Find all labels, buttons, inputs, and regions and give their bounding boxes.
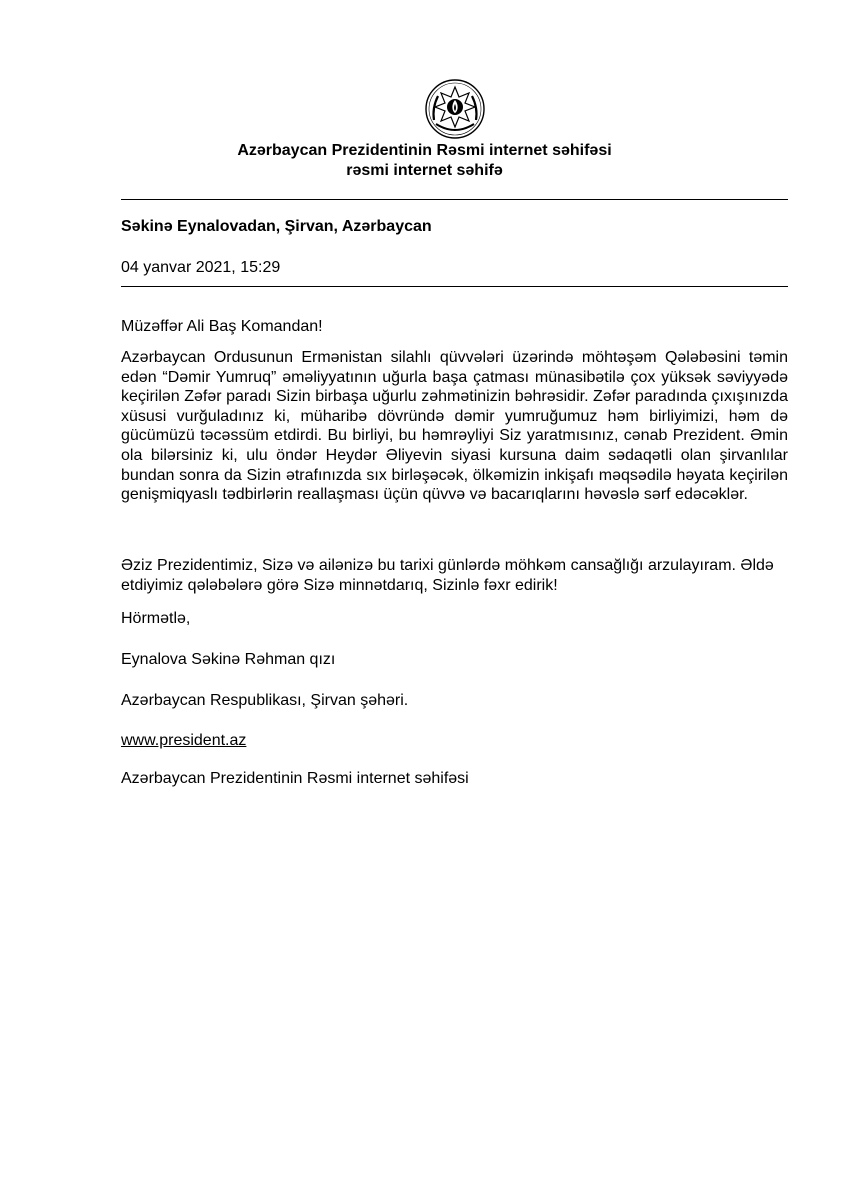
letter-address: Azərbaycan Respublikası, Şirvan şəhəri. bbox=[121, 692, 409, 709]
page-title: Azərbaycan Prezidentinin Rəsmi internet səhifəsi bbox=[237, 142, 612, 159]
letter-sender: Səkinə Eynalovadan, Şirvan, Azərbaycan bbox=[121, 218, 432, 235]
state-emblem-icon bbox=[424, 78, 486, 140]
top-divider bbox=[121, 199, 788, 200]
letter-paragraph: Əziz Prezidentimiz, Sizə və ailənizə bu tarixi günlərdə möhkəm cansağlığı arzulayıram. Əldə etdiyimiz qələbələrə görə Sizə minnətdarıq, Sizinlə fəxr edirik! bbox=[121, 557, 774, 594]
website-link[interactable]: www.president.az bbox=[121, 732, 247, 749]
letter-greeting: Müzəffər Ali Baş Komandan! bbox=[121, 318, 323, 335]
page-subtitle: rəsmi internet səhifə bbox=[346, 162, 503, 179]
letter-paragraph: Azərbaycan Ordusunun Ermənistan silahlı qüvvələri üzərində möhtəşəm Qələbəsini təmin edən “Dəmir Yumruq” əməliyyatının uğurla başa çatması münasibətilə çox yüksək səviyyədə keçirilən Zəfər paradı Sizin birbaşa uğurlu zəhmətinizin bəhrəsidir. Zəfər paradında çıxışınızda xüsusi vurğuladınız ki, müharibə dövründə dəmir yumruğumuz həm birliyimizi, həm də gücümüzü təcəssüm etdirdi. Bu birliyi, bu həmrəyliyi Siz yaratmısınız, cənab Prezident. Əmin ola bilərsiniz ki, ulu öndər Heydər Əliyevin siyasi kursuna daim sədaqətli olan şirvanlılar bundan sonra da Sizin ətrafınızda sıx birləşəcək, ölkəmizin inkişafı məqsədilə həyata keçirilən genişmiqyaslı tədbirlərin reallaşması üçün qüvvə və bacarıqlarını həvəslə sərf edəcəklər. bbox=[121, 349, 788, 504]
footer-text: Azərbaycan Prezidentinin Rəsmi internet səhifəsi bbox=[121, 770, 469, 787]
letter-closing: Hörmətlə, bbox=[121, 610, 191, 627]
header-divider bbox=[121, 286, 788, 287]
letter-signature: Eynalova Səkinə Rəhman qızı bbox=[121, 651, 336, 668]
letter-date: 04 yanvar 2021, 15:29 bbox=[121, 259, 281, 276]
